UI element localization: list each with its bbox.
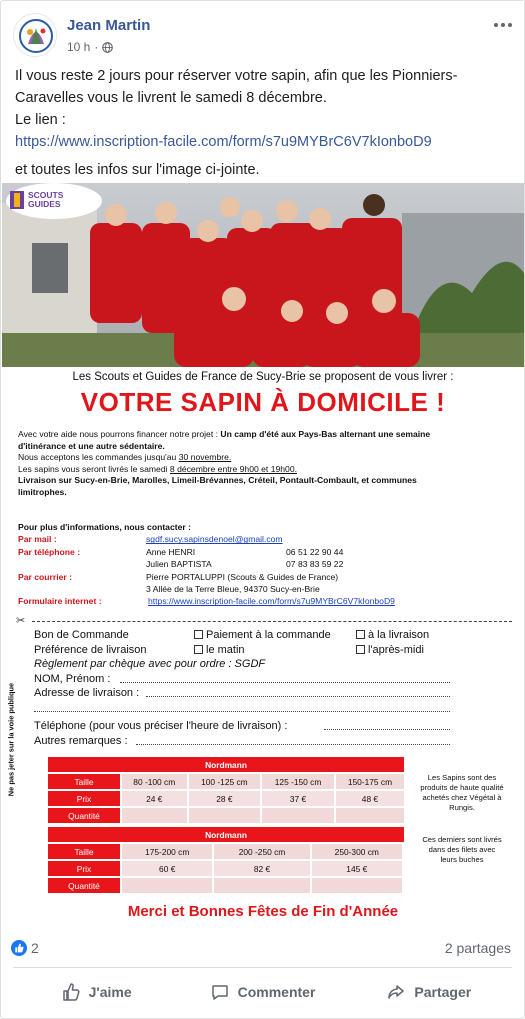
contact-label: Par mail : xyxy=(18,534,57,545)
contact-phone: 06 51 22 90 44 xyxy=(286,546,344,557)
vertical-note: Ne pas jeter sur la voie publique xyxy=(6,682,16,797)
logo xyxy=(28,191,63,209)
share-button[interactable] xyxy=(346,973,512,1011)
contact-label: Par téléphone : xyxy=(18,546,81,557)
table-cell: 48 € xyxy=(336,791,404,806)
post-time[interactable]: 10 h xyxy=(67,40,91,54)
logo-text: GUIDES xyxy=(28,199,61,209)
table-header: Nordmann xyxy=(48,757,404,772)
body-text-bold: Un camp d'été aux Pays-Bas alternant une semaine xyxy=(220,429,431,439)
table-row xyxy=(48,861,404,876)
meta-separator: · xyxy=(94,40,99,54)
globe-icon[interactable] xyxy=(102,42,113,53)
divider xyxy=(13,967,512,968)
table-cell: 24 € xyxy=(122,791,187,806)
reactions-bar xyxy=(11,939,511,959)
flyer-intro: Les Scouts et Guides de France de Sucy-Brie se proposent de vous livrer : xyxy=(72,371,454,383)
table-cell xyxy=(312,878,402,893)
reaction-count[interactable]: 2 xyxy=(31,940,39,956)
table-cell xyxy=(262,808,334,823)
table-cell: 100 -125 cm xyxy=(189,774,261,789)
order-form xyxy=(34,629,514,749)
body-text-bold: Livraison sur Sucy-en-Brie, Marolles, Limeil-Brévannes, Créteil, Pontault-Combault, et communes xyxy=(18,475,417,485)
option-label: l'après-midi xyxy=(368,643,424,656)
post-meta xyxy=(67,40,113,54)
table-cell xyxy=(122,808,187,823)
like-reaction-icon[interactable] xyxy=(11,940,27,956)
contact-address: Pierre PORTALUPPI (Scouts & Guides de France) xyxy=(146,571,339,582)
body-text-bold: d'itinérance et une autre sédentaire. xyxy=(18,440,165,451)
group-photo xyxy=(2,183,524,367)
field-label: Autres remarques : xyxy=(34,734,128,747)
flyer-contact xyxy=(18,521,512,608)
action-bar xyxy=(13,973,512,1011)
table-header: Nordmann xyxy=(48,827,404,842)
field-label: NOM, Prénom : xyxy=(34,672,111,685)
contact-name: Anne HENRI xyxy=(146,546,196,557)
contact-label: Par courrier : xyxy=(18,571,72,582)
like-label: J'aime xyxy=(88,984,132,1000)
body-text-underline: 30 novembre. xyxy=(178,452,232,462)
comment-label: Commenter xyxy=(237,984,316,1000)
table-cell: 175-200 cm xyxy=(122,844,212,859)
field-label: Téléphone (pour vous préciser l'heure de livraison) : xyxy=(34,720,288,732)
scissors-icon: ✂ xyxy=(16,615,26,627)
contact-label: Formulaire internet : xyxy=(18,596,102,607)
like-button[interactable] xyxy=(13,973,179,1011)
post-text-line: Il vous reste 2 jours pour réserver votre sapin, afin que les Pionniers- xyxy=(15,68,458,84)
row-header: Quantité xyxy=(48,808,120,823)
contact-address: 3 Allée de la Terre Bleue, 94370 Sucy-en-Brie xyxy=(146,583,320,594)
share-count[interactable]: 2 partages xyxy=(444,940,511,956)
contact-phone: 07 83 83 59 22 xyxy=(286,559,344,570)
share-label: Partager xyxy=(414,984,472,1000)
table-cell xyxy=(214,878,309,893)
table-cell: 125 -150 cm xyxy=(262,774,334,789)
table-cell: 37 € xyxy=(262,791,334,806)
contact-email: sgdf.sucy.sapinsdenoel@gmail.com xyxy=(146,534,283,545)
post-text-line: Le lien : xyxy=(15,112,66,128)
table-cell xyxy=(336,808,404,823)
order-title: Bon de Commande xyxy=(34,629,129,641)
body-text: Nous acceptons les commandes jusqu'au xyxy=(18,452,179,462)
field-label: Adresse de livraison : xyxy=(34,687,140,699)
table-cell: 80 -100 cm xyxy=(122,774,187,789)
comment-button[interactable] xyxy=(179,973,345,1011)
table-row xyxy=(48,878,404,893)
table-cell xyxy=(189,808,261,823)
table-cell: 82 € xyxy=(214,861,309,876)
contact-form-link: https://www.inscription-facile.com/form/s7u9MYBrC6V7kIonboD9 xyxy=(148,596,395,607)
post-text-line: Caravelles vous le livrent le samedi 8 décembre. xyxy=(15,90,327,106)
body-text-bold: limitrophes. xyxy=(18,486,67,497)
price-table-2 xyxy=(46,825,406,895)
flyer-body xyxy=(18,429,512,498)
option-label: Paiement à la commande xyxy=(206,629,331,641)
checkbox-icon xyxy=(194,645,203,654)
logo-text: SCOUTS xyxy=(28,190,64,200)
row-header: Quantité xyxy=(48,878,120,893)
body-text: Avec votre aide nous pourrons financer notre projet : xyxy=(18,429,221,439)
table-cell: 145 € xyxy=(312,861,402,876)
checkbox-icon xyxy=(356,645,365,654)
side-note: Les Sapins sont des produits de haute qualité achetés chez Végétal à Rungis. xyxy=(420,773,504,812)
table-cell: 60 € xyxy=(122,861,212,876)
cheque-note: Règlement par chèque avec pour ordre : SGDF xyxy=(34,658,266,670)
body-text-underline: 8 décembre entre 9h00 et 19h00. xyxy=(169,463,297,474)
table-row xyxy=(48,774,404,789)
table-cell: 150-175 cm xyxy=(336,774,404,789)
table-cell: 250-300 cm xyxy=(312,844,402,859)
table-row xyxy=(48,808,404,823)
thumbs-up-icon xyxy=(61,982,81,1002)
side-note: Ces derniers sont livrés dans des filets avec leurs buches xyxy=(422,835,502,864)
row-header: Prix xyxy=(48,861,120,876)
contact-header: Pour plus d'informations, nous contacter : xyxy=(18,522,191,532)
table-cell: 28 € xyxy=(189,791,261,806)
checkbox-icon xyxy=(356,630,365,639)
post-text xyxy=(15,65,515,181)
row-header: Taille xyxy=(48,774,120,789)
more-options-icon[interactable] xyxy=(493,15,513,35)
post-header xyxy=(13,11,513,59)
avatar[interactable] xyxy=(13,13,57,57)
option-label: le matin xyxy=(206,643,245,656)
flyer-title: VOTRE SAPIN À DOMICILE ! xyxy=(80,387,446,417)
table-cell xyxy=(122,878,212,893)
option-label: à la livraison xyxy=(368,629,430,641)
author-name[interactable]: Jean Martin xyxy=(67,17,151,34)
row-header: Prix xyxy=(48,791,120,806)
table-row xyxy=(48,844,404,859)
row-header: Taille xyxy=(48,844,120,859)
flyer-thanks: Merci et Bonnes Fêtes de Fin d'Année xyxy=(127,903,399,920)
comment-icon xyxy=(210,982,230,1002)
table-row xyxy=(48,791,404,806)
cut-line xyxy=(16,615,512,627)
price-table-1 xyxy=(46,755,406,825)
post-text-line: et toutes les infos sur l'image ci-jointe. xyxy=(15,162,260,178)
delivery-pref: Préférence de livraison xyxy=(34,643,147,656)
post-image[interactable] xyxy=(2,183,524,929)
table-cell: 200 -250 cm xyxy=(214,844,309,859)
post-link[interactable]: https://www.inscription-facile.com/form/s7u9MYBrC6V7kIonboD9 xyxy=(15,134,432,150)
share-icon xyxy=(386,982,406,1002)
contact-name: Julien BAPTISTA xyxy=(146,559,212,570)
checkbox-icon xyxy=(194,630,203,639)
body-text: Les sapins vous seront livrés le samedi xyxy=(18,463,170,474)
